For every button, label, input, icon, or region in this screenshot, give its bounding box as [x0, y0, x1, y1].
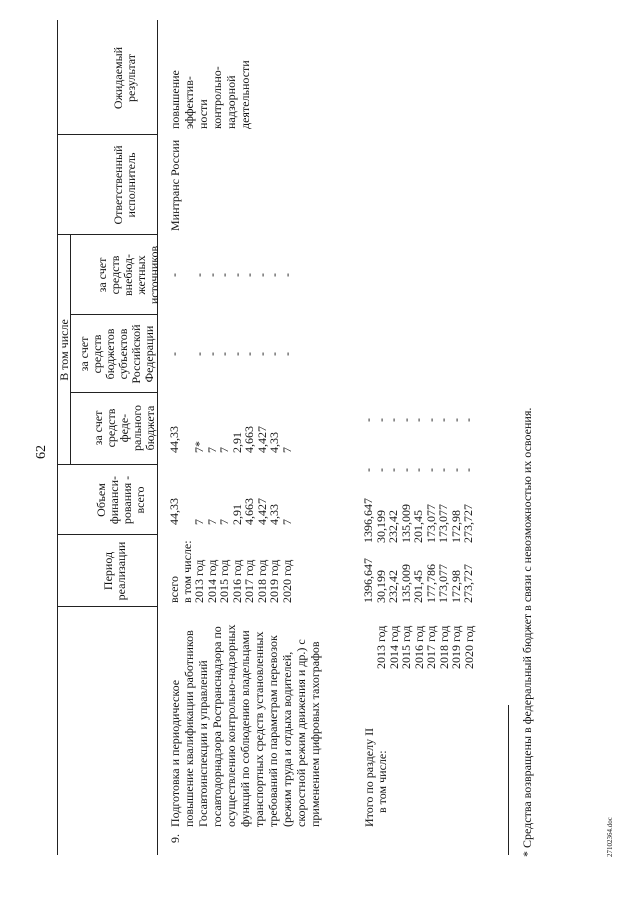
year-cell: 2019 год	[449, 625, 463, 669]
item-extra	[168, 235, 293, 315]
value-cell: 273,727	[461, 564, 475, 603]
desc-line: Госавтоинспекции и управлений	[196, 660, 210, 827]
desc-line: осуществлению контрольно-надзорных	[224, 624, 238, 827]
totals-years	[375, 626, 475, 669]
value-cell: 232,42	[386, 510, 400, 543]
header-incl: В том числе	[57, 319, 71, 381]
item-periods	[168, 540, 293, 603]
dash-cell: -	[267, 273, 281, 277]
dash-cell: -	[229, 273, 244, 277]
header-federal: за счет средств феде-рального бюджета	[91, 405, 157, 451]
header-regional: за счет средств бюджетов субъектов Российской Федерации	[77, 324, 156, 384]
page-number: 62	[34, 445, 49, 459]
footnote: * Средства возвращены в федеральный бюджет в связи с невозможностью их освоения.	[520, 407, 534, 857]
dash-cell: -	[461, 468, 475, 472]
item-federal	[168, 426, 293, 453]
item-regional	[168, 315, 293, 393]
year-cell: 2014 год	[386, 625, 401, 669]
value-cell: 4,33	[267, 432, 281, 453]
value-cell: 173,077	[436, 564, 450, 603]
value-cell: 4,427	[254, 498, 269, 525]
col-divider-2	[57, 534, 157, 535]
totals-volume	[362, 558, 475, 603]
item-number: 9.	[168, 834, 182, 843]
dash-cell: -	[217, 273, 231, 277]
value-cell: 201,45	[411, 570, 425, 603]
dash-cell: -	[461, 418, 475, 422]
result-line: ности	[196, 99, 210, 129]
desc-line: требований по параметрам перевозок	[266, 635, 280, 827]
period-cell: всего	[167, 575, 181, 603]
dash-cell: -	[204, 273, 219, 277]
dash-cell: -	[279, 352, 294, 356]
value-cell: 172,98	[448, 510, 463, 543]
value-cell: 7*	[192, 441, 206, 453]
totals-regional	[362, 455, 475, 485]
col-divider-7	[57, 134, 157, 135]
value-cell: 173,077	[423, 504, 438, 543]
item-volume	[168, 498, 293, 525]
value-cell: 7	[279, 447, 294, 453]
year-cell: 2020 год	[461, 625, 476, 669]
desc-line: транспортных средств установленных	[252, 631, 266, 827]
result-line: деятельности	[238, 60, 252, 129]
desc-line: функций по соблюдению владельцами	[238, 630, 252, 827]
value-cell: 7	[279, 519, 294, 525]
dash-cell: -	[386, 468, 400, 472]
executor-cell: Минтранс России	[168, 139, 182, 231]
document-code: 27102364.doc	[606, 817, 614, 857]
period-cell: 2019 год	[267, 559, 281, 603]
value-cell: 7	[217, 447, 231, 453]
dash-cell: -	[436, 468, 450, 472]
period-cell: 2014 год	[204, 559, 219, 603]
value-cell: 173,077	[436, 504, 450, 543]
col-divider-6	[57, 234, 157, 235]
value-cell: 2,91	[229, 504, 244, 525]
period-cell: 2018 год	[254, 559, 269, 603]
col-divider-3	[57, 464, 157, 465]
dash-cell: -	[192, 352, 206, 356]
dash-cell: -	[242, 352, 256, 356]
dash-cell: -	[398, 468, 413, 472]
dash-cell: -	[167, 273, 181, 277]
dash-cell: -	[373, 418, 388, 422]
year-cell: 2013 год	[374, 625, 388, 669]
period-cell: 2015 год	[217, 559, 231, 603]
dash-cell: -	[217, 352, 231, 356]
value-cell: 1396,647	[361, 558, 375, 603]
dash-cell: -	[229, 352, 244, 356]
totals-extra	[362, 405, 475, 435]
header-extra: за счет средств внебюд-жетных источников	[95, 245, 161, 305]
value-cell: 172,98	[448, 570, 463, 603]
result-line: повышение	[168, 70, 182, 129]
result-cell	[168, 60, 252, 129]
result-line: эффектив-	[182, 76, 196, 129]
value-cell: 7	[217, 519, 231, 525]
year-cell: 2018 год	[436, 625, 451, 669]
totals-federal	[362, 498, 475, 543]
dash-cell: -	[411, 418, 425, 422]
value-cell: 30,199	[373, 570, 388, 603]
value-cell: 7	[192, 519, 206, 525]
dash-cell: -	[361, 418, 375, 422]
value-cell: 273,727	[461, 504, 475, 543]
year-cell: 2016 год	[411, 625, 426, 669]
result-line: контрольно-	[210, 66, 224, 129]
table-header-bottom	[157, 20, 158, 855]
dash-cell: -	[254, 273, 269, 277]
dash-cell: -	[373, 468, 388, 472]
desc-line: (режим труда и отдыха водителей,	[280, 651, 294, 827]
dash-cell: -	[192, 273, 206, 277]
period-cell: в том числе:	[179, 540, 194, 603]
dash-cell: -	[242, 273, 256, 277]
value-cell: 7	[204, 519, 219, 525]
value-cell: 2,91	[229, 432, 244, 453]
col-divider-5	[70, 314, 157, 315]
value-cell: 177,786	[423, 564, 438, 603]
totals-incl: в том числе:	[375, 750, 389, 813]
dash-cell: -	[436, 418, 450, 422]
period-cell: 2020 год	[279, 559, 294, 603]
value-cell: 44,33	[167, 426, 181, 453]
value-cell: 4,427	[254, 426, 269, 453]
result-line: надзорной	[224, 75, 238, 129]
value-cell: 44,33	[167, 498, 181, 525]
totals-title: Итого по разделу II	[362, 727, 376, 827]
year-cell: 2017 год	[424, 625, 438, 669]
dash-cell: -	[204, 352, 219, 356]
dash-cell: -	[361, 468, 375, 472]
dash-cell: -	[411, 468, 425, 472]
value-cell: 4,33	[267, 504, 281, 525]
year-cell: 2015 год	[399, 625, 413, 669]
item-description	[168, 625, 322, 827]
col-divider-4	[70, 392, 157, 393]
period-cell: 2013 год	[192, 559, 206, 603]
value-cell: 30,199	[373, 510, 388, 543]
desc-line: Подготовка и периодическое	[168, 679, 182, 827]
value-cell: 135,009	[398, 504, 413, 543]
period-cell: 2016 год	[229, 559, 244, 603]
desc-line: госавтодорнадзора Ространснадзора по	[210, 626, 224, 827]
desc-line: скоростной режим движения и др.) с	[294, 639, 308, 827]
desc-line: применением цифровых тахографов	[308, 641, 322, 827]
value-cell: 4,663	[242, 498, 256, 525]
dash-cell: -	[398, 418, 413, 422]
header-volume: Объем финанси-рования - всего	[94, 475, 147, 525]
value-cell: 135,009	[398, 564, 413, 603]
dash-cell: -	[267, 352, 281, 356]
value-cell: 7	[204, 447, 219, 453]
dash-cell: -	[386, 418, 400, 422]
footnote-separator	[508, 705, 509, 855]
dash-cell: -	[448, 468, 463, 472]
dash-cell: -	[423, 418, 438, 422]
header-period: Период реализации	[101, 541, 128, 601]
value-cell: 232,42	[386, 570, 400, 603]
dash-cell: -	[423, 468, 438, 472]
desc-line: повышение квалификации работников	[182, 630, 196, 827]
dash-cell: -	[279, 273, 294, 277]
period-cell: 2017 год	[242, 559, 256, 603]
dash-cell: -	[254, 352, 269, 356]
header-executor: Ответственный исполнитель	[111, 145, 138, 225]
value-cell: 4,663	[242, 426, 256, 453]
dash-cell: -	[167, 352, 181, 356]
dash-cell: -	[448, 418, 463, 422]
col-divider-1	[57, 606, 157, 607]
value-cell: 1396,647	[361, 498, 375, 543]
header-result: Ожидаемый результат	[111, 46, 138, 110]
value-cell: 201,45	[411, 510, 425, 543]
